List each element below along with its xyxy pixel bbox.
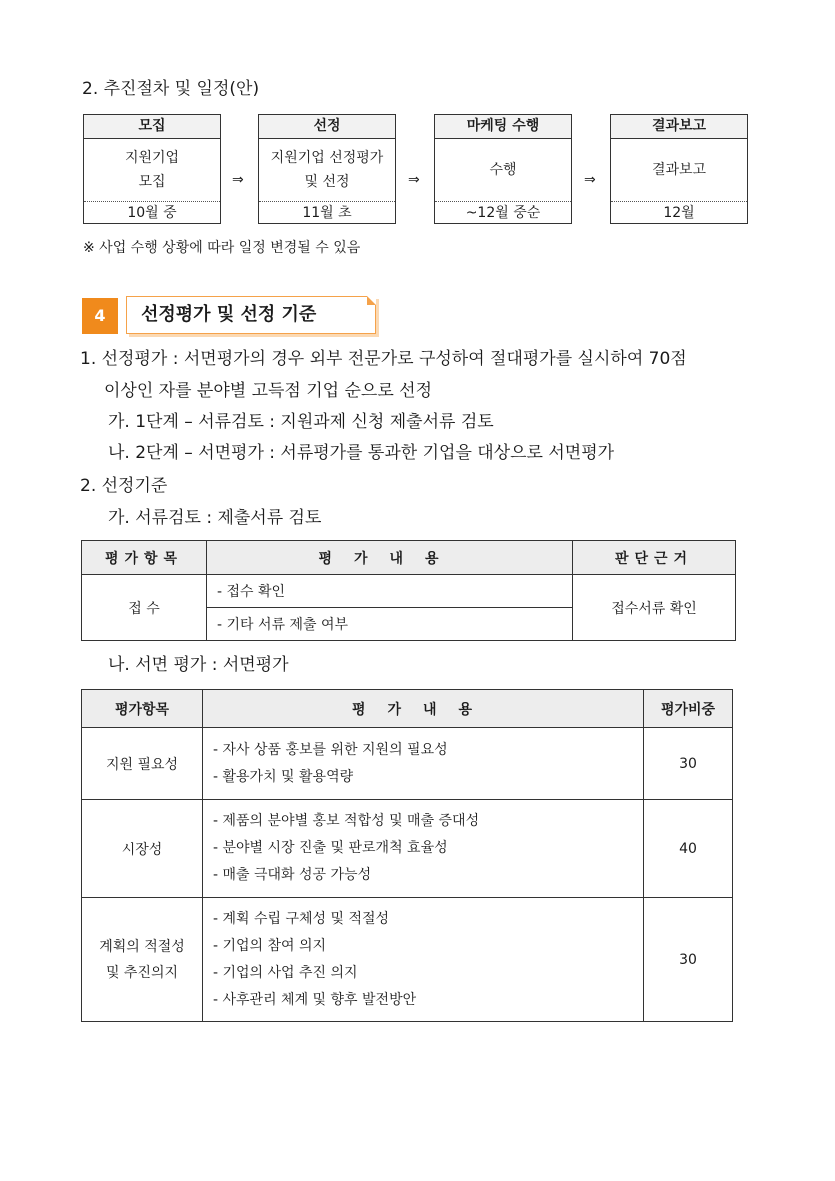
table-row [82,800,733,898]
process-step-marketing [434,114,572,224]
document-review-table [81,540,736,641]
table-header-row [82,541,736,575]
row-content: - 기타 서류 제출 여부 [207,608,573,641]
step-when: ~12월 중순 [435,201,571,225]
written-evaluation-table [81,689,733,1022]
step-body-line: 지원기업 [124,150,180,166]
section-title: 선정평가 및 선정 기준 [141,304,317,325]
step-when: 10월 중 [84,201,220,225]
row-basis: 접수서류 확인 [573,575,736,641]
row-item [82,800,203,898]
col-header-content: 평가내용 [203,690,644,728]
col-header-basis: 판단근거 [573,541,736,575]
list-item: - 기업의 사업 추진 의지 [213,964,358,981]
flow-arrow-icon: ⇒ [584,172,596,188]
step-body-line: 및 선정 [304,174,350,190]
list-item: - 사후관리 체계 및 향후 발전방안 [213,991,417,1008]
col-header-content: 평가내용 [207,541,573,575]
list-item: - 분야별 시장 진출 및 판로개척 효율성 [213,840,448,856]
section-title-box [126,296,376,334]
row-weight: 40 [644,800,733,898]
row-item: 접 수 [82,575,207,641]
criteria-item-1b: 나. 2단계 – 서면평가 : 서류평가를 통과한 기업을 대상으로 서면평가 [108,443,615,463]
row-contents [203,728,644,800]
step-body-line: 모집 [138,174,166,190]
flow-arrow-icon: ⇒ [232,172,244,188]
criteria-item-1-cont: 이상인 자를 분야별 고득점 기업 순으로 선정 [104,381,433,401]
table-row [82,898,733,1022]
criteria-item-1: 1. 선정평가 : 서면평가의 경우 외부 전문가로 구성하여 절대평가를 실시하여 70점 [80,349,687,369]
table-row [82,728,733,800]
row-item-line: 및 추진의지 [105,964,179,981]
step-title: 모집 [84,115,220,139]
row-contents [203,800,644,898]
list-item: - 자사 상품 홍보를 위한 지원의 필요성 [213,741,448,758]
list-item: - 활용가치 및 활용역량 [213,768,354,785]
criteria-item-2b: 나. 서면 평가 : 서면평가 [108,655,289,675]
row-item [82,728,203,800]
row-item-line: 시장성 [121,841,163,858]
step-body-line: 결과보고 [651,162,707,178]
step-body [435,139,571,201]
col-header-weight: 평가비중 [644,690,733,728]
section-number-badge: 4 [82,298,118,334]
list-item: - 제품의 분야별 홍보 적합성 및 매출 증대성 [213,813,480,829]
step-title: 선정 [259,115,395,139]
flow-arrow-icon: ⇒ [408,172,420,188]
step-body [611,139,747,201]
step-body-line: 지원기업 선정평가 [270,150,384,166]
row-item [82,898,203,1022]
process-step-selection [258,114,396,224]
schedule-heading: 2. 추진절차 및 일정(안) [82,79,260,99]
list-item: - 계획 수립 구체성 및 적절성 [213,910,390,927]
table-header-row [82,690,733,728]
step-when: 12월 [611,201,747,225]
step-body [84,139,220,201]
step-title: 결과보고 [611,115,747,139]
table-row [82,575,736,608]
folded-corner-icon [367,296,376,305]
col-header-item: 평가항목 [82,541,207,575]
row-contents [203,898,644,1022]
row-weight: 30 [644,728,733,800]
process-step-report [610,114,748,224]
process-step-recruit [83,114,221,224]
step-body [259,139,395,201]
list-item: - 기업의 참여 의지 [213,937,327,954]
col-header-item: 평가항목 [82,690,203,728]
step-when: 11월 초 [259,201,395,225]
step-title: 마케팅 수행 [435,115,571,139]
step-body-line: 수행 [489,162,517,178]
criteria-item-2: 2. 선정기준 [80,476,168,496]
row-item-line: 계획의 적절성 [99,938,185,955]
criteria-item-1a: 가. 1단계 – 서류검토 : 지원과제 신청 제출서류 검토 [108,412,494,432]
criteria-item-2a: 가. 서류검토 : 제출서류 검토 [108,508,322,528]
row-content: - 접수 확인 [207,575,573,608]
schedule-note: ※ 사업 수행 상황에 따라 일정 변경될 수 있음 [83,240,361,256]
list-item: - 매출 극대화 성공 가능성 [213,867,372,883]
row-item-line: 지원 필요성 [105,756,179,773]
row-weight: 30 [644,898,733,1022]
